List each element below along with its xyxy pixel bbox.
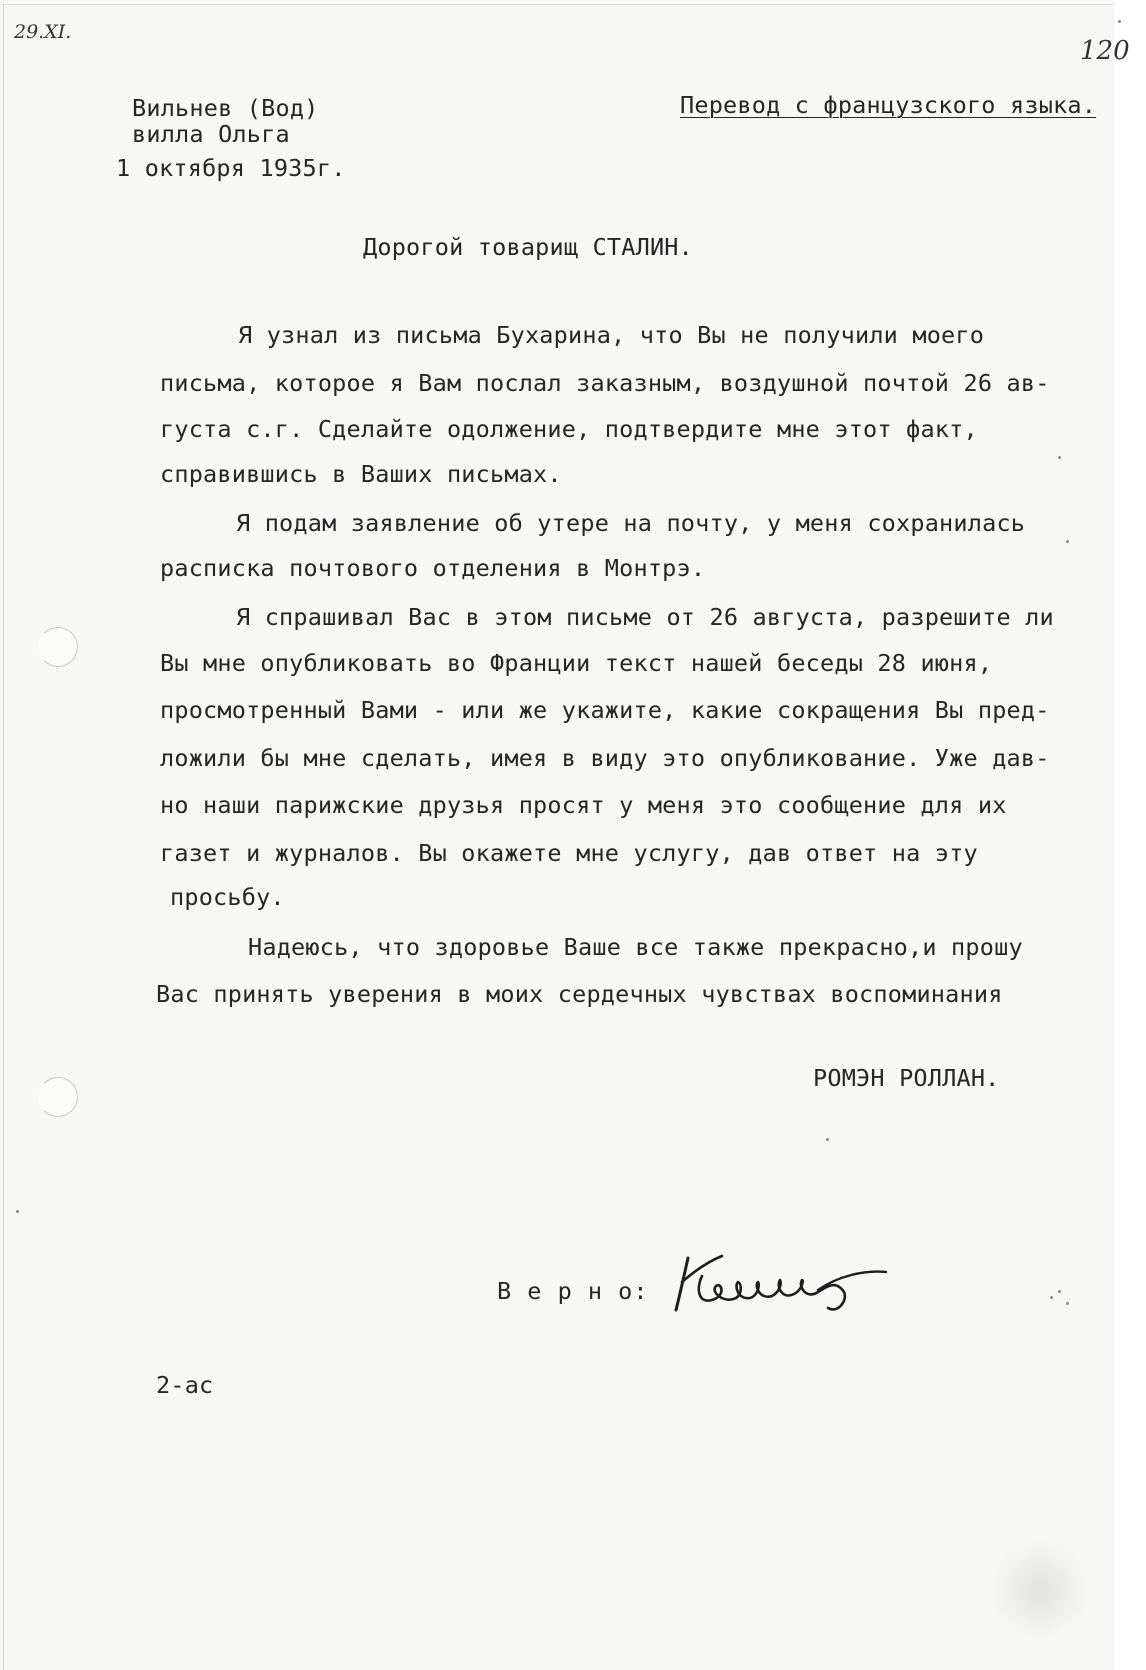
body-line: Я спрашивал Вас в этом письме от 26 августа, разрешите ли (236, 603, 1054, 631)
body-line: Надеюсь, что здоровье Ваше все также прекрасно,и прошу (248, 933, 1023, 961)
body-line: густа с.г. Сделайте одолжение, подтвердите мне этот факт, (160, 415, 978, 443)
place-line-2: вилла Ольга (132, 120, 290, 148)
scan-speck (1050, 1296, 1053, 1299)
scan-margin (1114, 0, 1146, 1670)
body-line: ложили бы мне сделать, имея в виду это опубликование. Уже дав- (160, 744, 1050, 772)
scan-speck (1118, 20, 1121, 23)
handwritten-date-mark: 29.XI. (14, 21, 72, 43)
salutation: Дорогой товарищ СТАЛИН. (363, 233, 694, 261)
place-line-1: Вильнев (Вод) (132, 94, 319, 122)
translation-note: Перевод с французского языка. (680, 91, 1097, 119)
body-line: Я узнал из письма Бухарина, что Вы не получили моего (238, 321, 985, 349)
scan-speck (1066, 540, 1069, 543)
body-line: Вас принять уверения в моих сердечных чувствах воспоминания (156, 980, 1003, 1008)
body-line: газет и журналов. Вы окажете мне услугу, дав ответ на эту (160, 839, 978, 867)
body-line: расписка почтового отделения в Монтрэ. (160, 554, 706, 582)
body-line: Я подам заявление об утере на почту, у меня сохранилась (236, 509, 1026, 537)
body-line: справившись в Ваших письмах. (160, 460, 562, 488)
scan-speck (826, 1138, 829, 1141)
body-line: письма, которое я Вам послал заказным, воздушной почтой 26 ав- (160, 369, 1050, 397)
punch-hole (38, 627, 78, 667)
body-line: просьбу. (170, 883, 285, 911)
handwritten-signature (668, 1246, 894, 1322)
scan-speck (16, 1210, 19, 1213)
scan-speck (1058, 1290, 1061, 1293)
reference-code: 2-ас (156, 1371, 214, 1399)
body-line: просмотренный Вами - или же укажите, какие сокращения Вы пред- (160, 696, 1050, 724)
scan-speck (1066, 1302, 1069, 1305)
scan-smudge (990, 1540, 1090, 1640)
handwritten-page-number: 120 (1080, 36, 1130, 66)
scan-speck (1058, 456, 1061, 459)
body-line: но наши парижские друзья просят у меня это сообщение для их (160, 791, 1007, 819)
certification-label: В е р н о: (497, 1277, 649, 1305)
punch-hole (38, 1077, 78, 1117)
letter-date: 1 октября 1935г. (116, 154, 346, 182)
author-name: РОМЭН РОЛЛАН. (813, 1064, 1000, 1092)
body-line: Вы мне опубликовать во Франции текст нашей беседы 28 июня, (160, 649, 993, 677)
